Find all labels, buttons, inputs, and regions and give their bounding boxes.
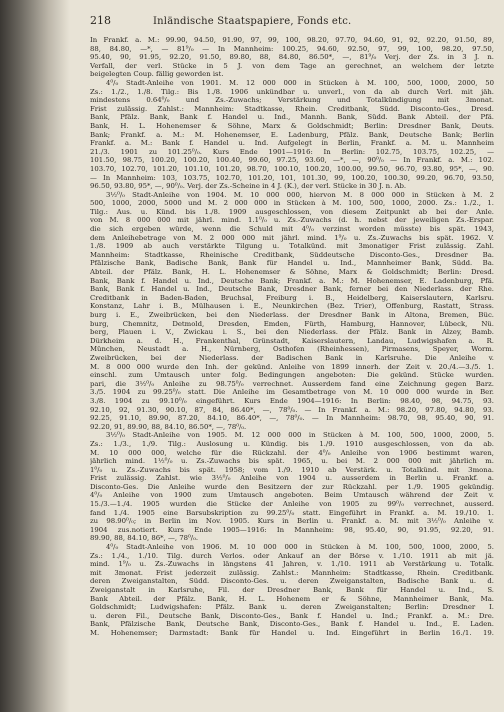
- text-line: 95.40, 90, 91.95, 92.20, 91.50, 89.80, 88, 84.80, 86.50*, —, 81⁹/₀ Verj. der Zs. in 3 J. n.: [90, 53, 494, 62]
- text-line: Dürkheim a. d. H., Frankenthal, Grünstadt, Kaiserslautern, Landau, Ludwigshafen a. R.: [90, 336, 494, 345]
- text-line: Pfälzische Bank, Badische Bank, Bank für Handel u. Ind., Mannheimer Bank, Südd. Ba.: [90, 259, 494, 268]
- body-text: [90, 36, 494, 638]
- text-line: burg i. E., Zweibrücken, bei den Niederlass. der Dresdner Bank in Altona, Bremen, Büc.: [90, 311, 494, 319]
- text-line: 15./3.—1./4. 1905 wurden die Stücke der Anleihe von 1905 zu 99⁰/₀ verrechnet, ausserd.: [90, 500, 494, 509]
- text-line: 1904 zus.notiert. Kurs Ende 1905—1916: In Mannheim: 98, 95.40, 90, 91.95, 92.20, 91.: [90, 525, 494, 534]
- text-line: Mannheim: Stadtkasse, Rheinische Creditbank, Süddeutsche Disconto-Ges., Dresdner Ba.: [90, 250, 494, 259]
- text-line: 96.50, 93.80, 95*, —, 90⁰/₀. Verj. der Zs.-Scheine in 4 J. (K.), der verl. Stücke in 30 J. n. Ab.: [90, 182, 407, 191]
- text-line: beigelegten Coup. fällig geworden ist.: [90, 70, 224, 79]
- text-line: Bank Abteil. der Pfälz. Bank, H. L. Hohenem er & Söhne, Mannheimer Bank, Ma.: [90, 594, 494, 603]
- page-number: 218: [90, 14, 111, 27]
- text-line: mit 3monat. Frist jederzeit zulässig. Zahlst.: Mannheim: Stadtkasse, Rhein. Creditbank.: [90, 568, 494, 577]
- text-line: einschl. zum Umtausch unter folg. Bedingungen angeboten: Die gekünd. Stücke wurden.: [90, 371, 494, 380]
- text-line: M. Hohenemser; Darmstadt: Bank für Handel u. Ind. Eingeführt in Berlin 16./1. 19.: [90, 628, 494, 637]
- text-line: Tilg.: Aus. u. Künd. bis 1./8. 1909 ausgeschlossen, von diesem Zeitpunkt ab bei der Anle.: [90, 207, 494, 216]
- text-line: Goldschmidt; Ludwigshafen: Pfälz. Bank u. deren Zweiganstalten; Berlin: Dresdner I.: [90, 603, 494, 612]
- text-line: — In Mannheim: 103, 103.75, 102.70, 101.20, 101, 101.30, 99, 100.20, 100.30, 99.20, 96.70, 93.50,: [90, 173, 494, 182]
- text-line: jährlich mind. 1½⁰/₀ u. Zs.-Zuwachs bis spät. 1965, u. bei M. 2 000 000 mit jährlich m.: [90, 457, 494, 466]
- text-line: 21./3. 1901 zu 101.25⁰/₀. Kurs Ende 1901—1916: In Berlin: 102.75, 103.75, 102.25, —: [90, 147, 494, 156]
- text-line: Zs.: 1./2., 1./8. Tilg.: Bis 1./8. 1906 unkündbar u. unverl., von da ab durch Verl. mit jäh.: [90, 87, 494, 96]
- text-line: 1./8. 1909 ab auch verstärkte Tilgung u. Totalkünd. mit 3monatiger Frist zulässig. Zahl.: [90, 242, 494, 251]
- text-line: München, Neustadt a. H., Nürnberg, Osthofen (Rheinhessen), Pirmasens, Speyer, Worm.: [90, 345, 494, 354]
- text-line: die sich ergeben würde, wenn die Schuld mit 4⁰/₀ verzinst worden müsste) bis spät. 1943,: [90, 225, 494, 234]
- text-line: 4⁰/₀ Anleihe von 1900 zum Umtausch angeboten. Beim Umtausch während der Zeit v.: [90, 491, 494, 500]
- page-header: [90, 14, 494, 27]
- binding-gutter: [0, 0, 70, 712]
- text-line: Bank, H. L. Hohenemser & Söhne, Marx & Goldschmidt; Berlin: Dresdner Bank, Deuts.: [90, 121, 494, 130]
- text-line: Bank; Frankf. a. M.: M. Hohenemser, E. Ladenburg, Pfälz. Bank, Deutsche Bank; Berlin: [90, 130, 494, 139]
- text-line: u. deren Fil., Deutsche Bank, Disconto-Ges., Bank f. Handel u. Ind.; Frankf. a. M.: Dre.: [90, 611, 494, 620]
- text-line: zu 98.90⁰/₀; in Berlin im Nov. 1905. Kurs in Berlin u. Frankf. a. M. mit 3½⁰/₀ Anleihe v.: [90, 517, 494, 526]
- text-line: mind. 1⁹/₀ u. Zs.-Zuwachs in längstens 41 Jahren, v. 1./10. 1911 ab Verstärkung u. Totalk.: [90, 560, 494, 569]
- text-line: pari, die 3½⁰/₀ Anleihe zu 98.75⁰/₀ verrechnet. Ausserdem fand eine Zeichnung gegen Barz.: [90, 379, 494, 388]
- text-line: Creditbank in Baden-Baden, Bruchsal, Freiburg i. B., Heidelberg, Kaiserslautern, Karlsru.: [90, 293, 494, 302]
- text-line: Bank, Pfälzische Bank, Deutsche Bank, Disconto-Ges., Bank f. Handel u. Ind., E. Laden.: [90, 620, 494, 629]
- text-line: 92.25, 91.10, 89.90, 87.20, 84.10, 86.40*, —, 78⁰/₀. — In Mannheim: 98.70, 98, 95.40, 90, 91.: [90, 414, 494, 423]
- text-line: berg, Plauen i. V., Zwickau i. S., bei den Niederlass. der Pfälz. Bank in Alzey, Bamb.: [90, 328, 494, 337]
- section-heading-line: 3½⁰/₀ Stadt-Anleihe von 1904. M. 10 000 000, hiervon M. 8 000 000 in Stücken à M. 2: [106, 190, 494, 199]
- text-line: Bank, Bank f. Handel u. Ind., Deutsche Bank; Frankf. a. M.: M. Hohenemser, E. Ladenburg, Pfä.: [90, 276, 494, 285]
- text-line: Frist zulässig. Zahlst.: Mannheim: Stadtkasse, Rhein. Creditbank, Südd. Disconto-Ges., Dresd.: [90, 104, 494, 113]
- text-line: Frankf. a. M.: Bank f. Handel u. Ind. Aufgelegt in Berlin, Frankf. a. M. u. Mannheim: [90, 139, 494, 148]
- text-line: 92.10, 92, 91.30, 90.10, 87, 84, 86.40*, —, 78⁰/₀. — In Frankf. a. M.: 98.20, 97.80, 94.80, 93.: [90, 405, 494, 414]
- text-line: Zweibrücken, bei der Niederlass. der Badischen Bank in Karlsruhe. Die Anleihe v.: [90, 353, 494, 362]
- text-line: 101.50, 98.75, 100.20, 100.20, 100.40, 99.60, 97.25, 93.60, —*, —, 90⁰/₀ — In Frankf. a. M.: 102.: [90, 156, 494, 165]
- text-line: deren Zweiganstalten, Südd. Disconto-Ges. u. deren Zweiganstalten, Badische Bank u. d.: [90, 577, 494, 586]
- text-line: Frist zulässig. Zahlst. wie 3½⁰/₀ Anleihe von 1904 u. ausserdem in Berlin u. Frankf. a.: [90, 474, 494, 483]
- text-line: 500, 1000, 2000, 5000 und M. 2 000 000 in Stücken à M. 100, 500, 1000, 2000. Zs.: 1./2., 1.: [90, 199, 494, 208]
- text-line: Bank, Bank f. Handel u. Ind., Deutsche Bank, Dresdner Bank, ferner bei den Niederlass. der Rhe.: [90, 285, 494, 294]
- text-line: M. 8 000 000 wurde den Inh. der gekünd. Anleihe von 1899 innerh. der Zeit v. 20./4.—3./5. 1.: [90, 362, 494, 371]
- section-heading-line: 3½⁰/₀ Stadt-Anleihe von 1905. M. 12 000 000 in Stücken à M. 100, 500, 1000, 2000, 5.: [106, 431, 494, 440]
- text-line: burg, Chemnitz, Detmold, Dresden, Emden, Fürth, Hamburg, Hannover, Lübeck, Nü.: [90, 319, 494, 328]
- text-line: dem Anleihebetrage von M. 2 000 000 mit jährl. mind. 1⁹/₀ u. Zs.-Zuwachs bis spät. 1962. V.: [90, 233, 494, 242]
- text-line: 103.70, 102.70, 101.20, 101.10, 101.20, 98.70, 100.10, 100.20, 100.00, 99.50, 96.70, 93.80, 95*, —, 90.: [90, 164, 494, 173]
- text-line: Disconto-Ges. Die Anleihe wurde den Besitzern der zur Rückzahl. per 1./9. 1905 gekündig.: [90, 482, 494, 491]
- text-line: 88, 84.80, —*, — 81⁹/₀ — In Mannheim: 100.25, 94.60, 92.50, 97, 99, 100, 98.20, 97.50,: [90, 44, 494, 53]
- text-line: 89.90, 88, 84.10, 86*, —, 78⁰/₀.: [90, 534, 199, 543]
- text-line: Verfall, der verl. Stücke in 5 J. von dem Tage an gerechnet, an welchem der letzte: [90, 61, 494, 70]
- text-line: Bank, Pfälz. Bank, Bank f. Handel u. Ind., Mannh. Bank, Südd. Bank Abteil. der Pfä.: [90, 113, 494, 122]
- section-heading-line: 4⁰/₀ Stadt-Anleihe von 1901. M. 12 000 000 in Stücken à M. 100, 500, 1000, 2000, 50: [106, 78, 494, 87]
- text-line: Konstanz, Lahr i. B., Mülhausen i. E., Neunkirchen (Bez. Trier), Offenburg, Rastatt, Strass.: [90, 302, 494, 311]
- text-line: Abteil. der Pfälz. Bank, H. L. Hohenemser & Söhne, Marx & Goldschmidt; Berlin: Dresd.: [90, 268, 494, 277]
- text-line: Zweiganstalt in Karlsruhe, Fil. der Dresdner Bank, Bank für Handel u. Ind., S.: [90, 586, 494, 594]
- text-line: 1⁰/₀ u. Zs.-Zuwachs bis spät. 1958; vom 1./9. 1910 ab Verstärk. u. Totalkünd. mit 3mona.: [90, 465, 494, 474]
- text-line: fand 1./4. 1905 eine Barsubskription zu 99.25⁰/₀ statt. Eingeführt in Frankf. a. M. 19./10. 1.: [90, 508, 494, 517]
- text-line: von M. 8 000 000 mit jährl. mind. 1.1⁰/₀ u. Zs.-Zuwachs (d. h. nebst der jeweiligen Zs.-Erspar.: [90, 216, 494, 225]
- section-heading-line: 4⁰/₀ Stadt-Anleihe von 1906. M. 10 000 000 in Stücken à M. 100, 500, 1000, 2000, 5.: [106, 543, 494, 552]
- text-line: M. 10 000 000, welche für die Rückzahl. der 4⁰/₀ Anleihe von 1906 bestimmt waren,: [90, 448, 494, 457]
- text-line: mindestens 0.64⁰/₀ und Zs.-Zuwachs; Verstärkung und Totalkündigung mit 3monat.: [90, 96, 494, 105]
- text-line: 3./8. 1904 zu 99.10⁰/₀ eingeführt. Kurs Ende 1904—1916: In Berlin: 98.40, 98, 94.75, 93.: [90, 396, 494, 405]
- running-title: Inländische Staatspapiere, Fonds etc.: [153, 16, 352, 27]
- text-line: Zs.: 1./4., 1./10. Tilg. durch Verlos. oder Ankauf an der Börse v. 1./10. 1911 ab mit jä.: [90, 551, 494, 560]
- text-line: 92.20, 91, 89.90, 88, 84.10, 86.50*, —, 78⁰/₀.: [90, 422, 247, 431]
- text-line: Zs.: 1./3., 1./9. Tilg.: Auslosung u. Kündig. bis 1./9. 1910 ausgeschlossen, von da ab.: [90, 439, 494, 448]
- text-line: 3./5. 1904 zu 99.25⁰/₀ statt. Die Anleihe im Gesamtbetrage von M. 10 000 000 wurde in Ber.: [90, 388, 494, 397]
- text-line: In Frankf. a. M.: 99.90, 94.50, 91.90, 97, 99, 100, 98.20, 97.70, 94.60, 91, 92, 92.20, 91.50, 89,: [90, 36, 494, 44]
